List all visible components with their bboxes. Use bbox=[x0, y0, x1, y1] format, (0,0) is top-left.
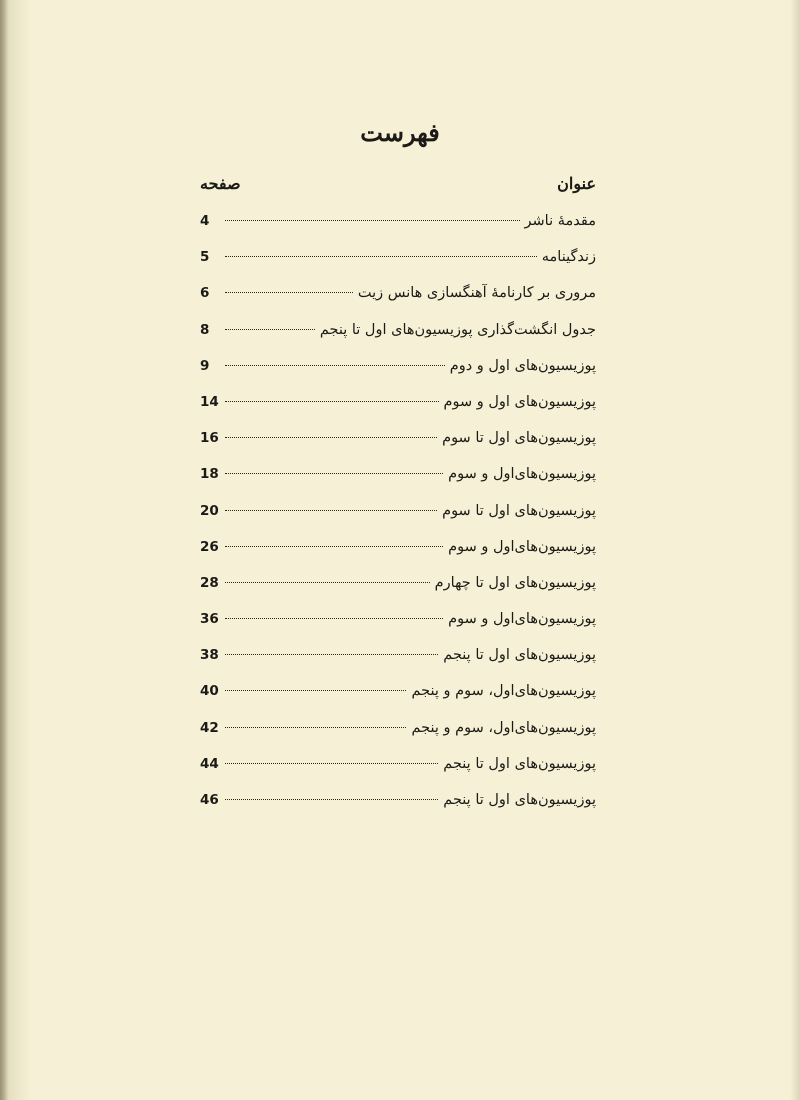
toc-entry bbox=[200, 249, 596, 285]
table-of-contents bbox=[200, 213, 596, 828]
toc-entry-title: پوزیسیون‌های اول و دوم bbox=[449, 357, 596, 374]
toc-entry-title: پوزیسیون‌های‌اول و سوم bbox=[448, 538, 596, 555]
toc-entry bbox=[200, 575, 596, 611]
toc-entry bbox=[200, 285, 596, 321]
toc-entry-title: پوزیسیون‌های اول تا سوم bbox=[442, 502, 596, 519]
toc-entry bbox=[200, 466, 596, 502]
page-spine-shadow bbox=[0, 0, 8, 1100]
dot-leader bbox=[225, 546, 443, 547]
dot-leader bbox=[225, 510, 437, 511]
toc-entry-page: 38 bbox=[200, 647, 219, 664]
toc-entry-page: 14 bbox=[200, 393, 219, 410]
page-title: فهرست bbox=[360, 118, 440, 147]
toc-entry-page: 44 bbox=[200, 755, 219, 772]
toc-entry-page: 9 bbox=[200, 357, 210, 374]
dot-leader bbox=[225, 582, 430, 583]
toc-entry-title: پوزیسیون‌های اول تا پنجم bbox=[443, 647, 596, 664]
toc-entry-title: پوزیسیون‌های‌اول و سوم bbox=[448, 611, 596, 628]
column-header-page: صفحه bbox=[200, 174, 241, 193]
toc-entry bbox=[200, 322, 596, 358]
dot-leader bbox=[225, 329, 315, 330]
toc-entry bbox=[200, 539, 596, 575]
toc-entry-page: 4 bbox=[200, 213, 210, 229]
toc-entry bbox=[200, 647, 596, 683]
toc-entry-page: 18 bbox=[200, 466, 219, 483]
toc-entry bbox=[200, 683, 596, 719]
toc-entry bbox=[200, 720, 596, 756]
toc-entry-title: پوزیسیون‌های‌اول، سوم و پنجم bbox=[411, 719, 596, 736]
dot-leader bbox=[225, 799, 438, 800]
toc-entry bbox=[200, 792, 596, 828]
toc-entry-title: زندگینامه bbox=[541, 249, 596, 266]
toc-entry-page: 28 bbox=[200, 574, 219, 591]
toc-entry bbox=[200, 394, 596, 430]
toc-entry-page: 20 bbox=[200, 502, 219, 519]
toc-entry-title: پوزیسیون‌های اول تا پنجم bbox=[443, 755, 596, 772]
toc-entry bbox=[200, 213, 596, 249]
toc-entry bbox=[200, 611, 596, 647]
toc-entry-page: 26 bbox=[200, 538, 219, 555]
toc-entry-title: پوزیسیون‌های اول تا چهارم bbox=[434, 574, 596, 591]
toc-entry-page: 40 bbox=[200, 683, 219, 700]
dot-leader bbox=[225, 401, 439, 402]
dot-leader bbox=[225, 690, 406, 691]
toc-entry-page: 6 bbox=[200, 285, 210, 302]
dot-leader bbox=[225, 256, 537, 257]
dot-leader bbox=[225, 727, 406, 728]
dot-leader bbox=[225, 220, 520, 221]
dot-leader bbox=[225, 473, 443, 474]
toc-entry-page: 5 bbox=[200, 249, 210, 266]
dot-leader bbox=[225, 654, 438, 655]
toc-entry bbox=[200, 358, 596, 394]
toc-entry bbox=[200, 756, 596, 792]
toc-entry bbox=[200, 503, 596, 539]
toc-entry-title: پوزیسیون‌های‌اول، سوم و پنجم bbox=[411, 683, 596, 700]
toc-entry-page: 8 bbox=[200, 321, 210, 338]
toc-entry-title: پوزیسیون‌های اول تا پنجم bbox=[443, 792, 596, 808]
toc-entry-page: 16 bbox=[200, 430, 219, 447]
toc-entry-title: پوزیسیون‌های‌اول و سوم bbox=[448, 466, 596, 483]
toc-entry-title: مروری بر کارنامهٔ آهنگسازی هانس زیت bbox=[357, 285, 596, 302]
toc-entry-title: پوزیسیون‌های اول و سوم bbox=[443, 393, 596, 410]
column-header-title: عنوان bbox=[557, 174, 596, 193]
dot-leader bbox=[225, 292, 353, 293]
toc-entry bbox=[200, 430, 596, 466]
dot-leader bbox=[225, 365, 445, 366]
dot-leader bbox=[225, 618, 443, 619]
toc-entry-title: مقدمهٔ ناشر bbox=[524, 213, 596, 229]
dot-leader bbox=[225, 763, 438, 764]
toc-entry-title: جدول انگشت‌گذاری پوزیسیون‌های اول تا پنجم bbox=[319, 321, 596, 338]
toc-entry-page: 46 bbox=[200, 792, 219, 808]
toc-entry-title: پوزیسیون‌های اول تا سوم bbox=[442, 430, 596, 447]
dot-leader bbox=[225, 437, 437, 438]
toc-entry-page: 42 bbox=[200, 719, 219, 736]
toc-entry-page: 36 bbox=[200, 611, 219, 628]
